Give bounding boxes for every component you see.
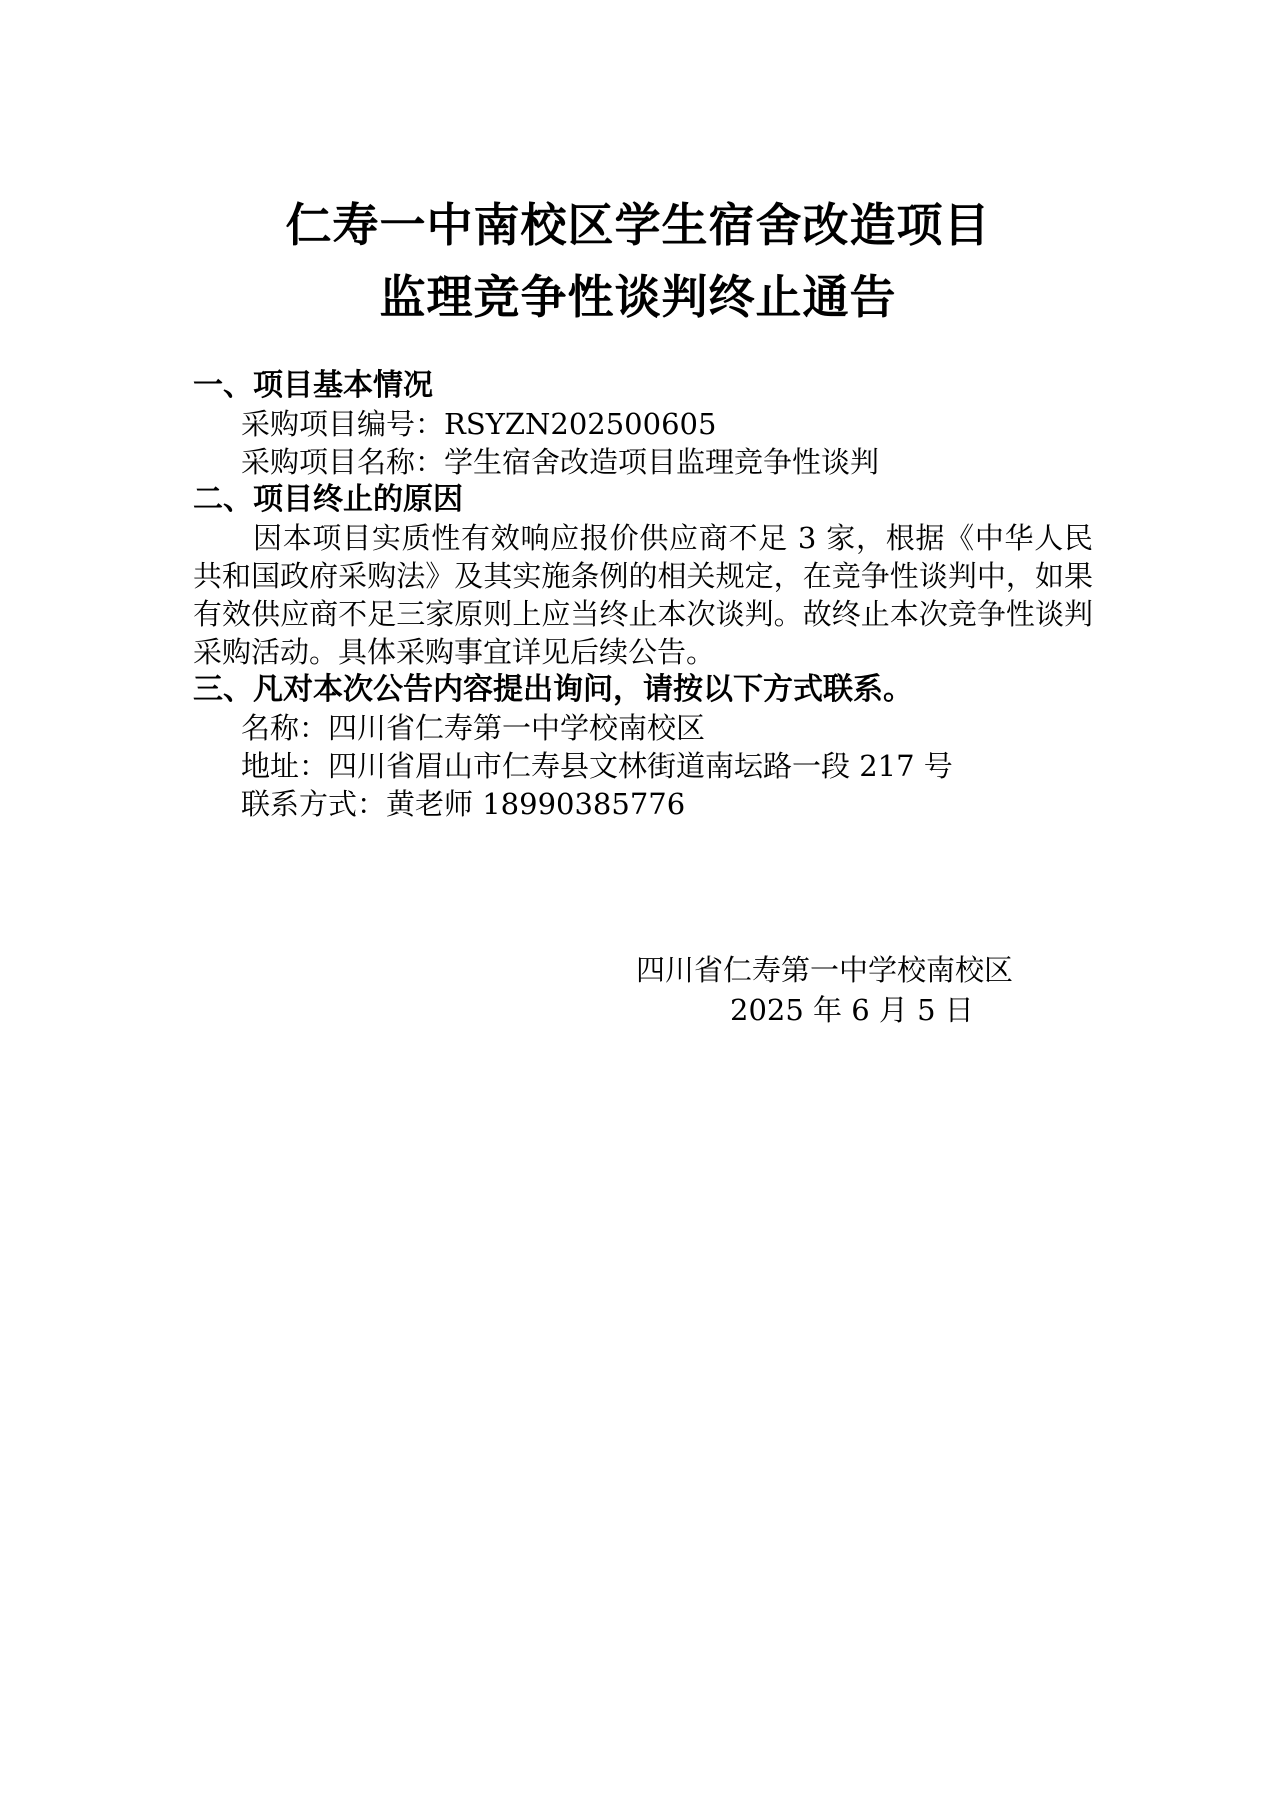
contact-address: 地址：四川省眉山市仁寿县文林街道南坛路一段 217 号 xyxy=(241,749,953,783)
signature-organization: 四川省仁寿第一中学校南校区 xyxy=(636,953,1014,987)
section-heading-contact: 三、凡对本次公告内容提出询问，请按以下方式联系。 xyxy=(193,672,913,707)
termination-reason-paragraph: 因本项目实质性有效响应报价供应商不足 3 家，根据《中华人民共和国政府采购法》及其实施条例的相关规定，在竞争性谈判中，如果有效供应商不足三家原则上应当终止本次谈判。故终止本次竞争性谈判采购活动。具体采购事宜详见后续公告。 xyxy=(193,521,1093,669)
project-name: 采购项目名称：学生宿舍改造项目监理竞争性谈判 xyxy=(241,445,880,479)
contact-name: 名称：四川省仁寿第一中学校南校区 xyxy=(241,711,706,745)
project-number: 采购项目编号：RSYZN202500605 xyxy=(241,407,717,441)
signature-block xyxy=(620,950,1080,1030)
document-title-line-1: 仁寿一中南校区学生宿舍改造项目 xyxy=(285,198,991,252)
signature-date: 2025 年 6 月 5 日 xyxy=(730,993,974,1027)
contact-phone: 联系方式：黄老师 18990385776 xyxy=(241,787,686,821)
document-title-line-2: 监理竞争性谈判终止通告 xyxy=(379,270,897,324)
section-heading-termination-reason: 二、项目终止的原因 xyxy=(193,482,463,517)
section-heading-basic-info: 一、项目基本情况 xyxy=(193,368,433,403)
document-body xyxy=(193,367,1093,823)
